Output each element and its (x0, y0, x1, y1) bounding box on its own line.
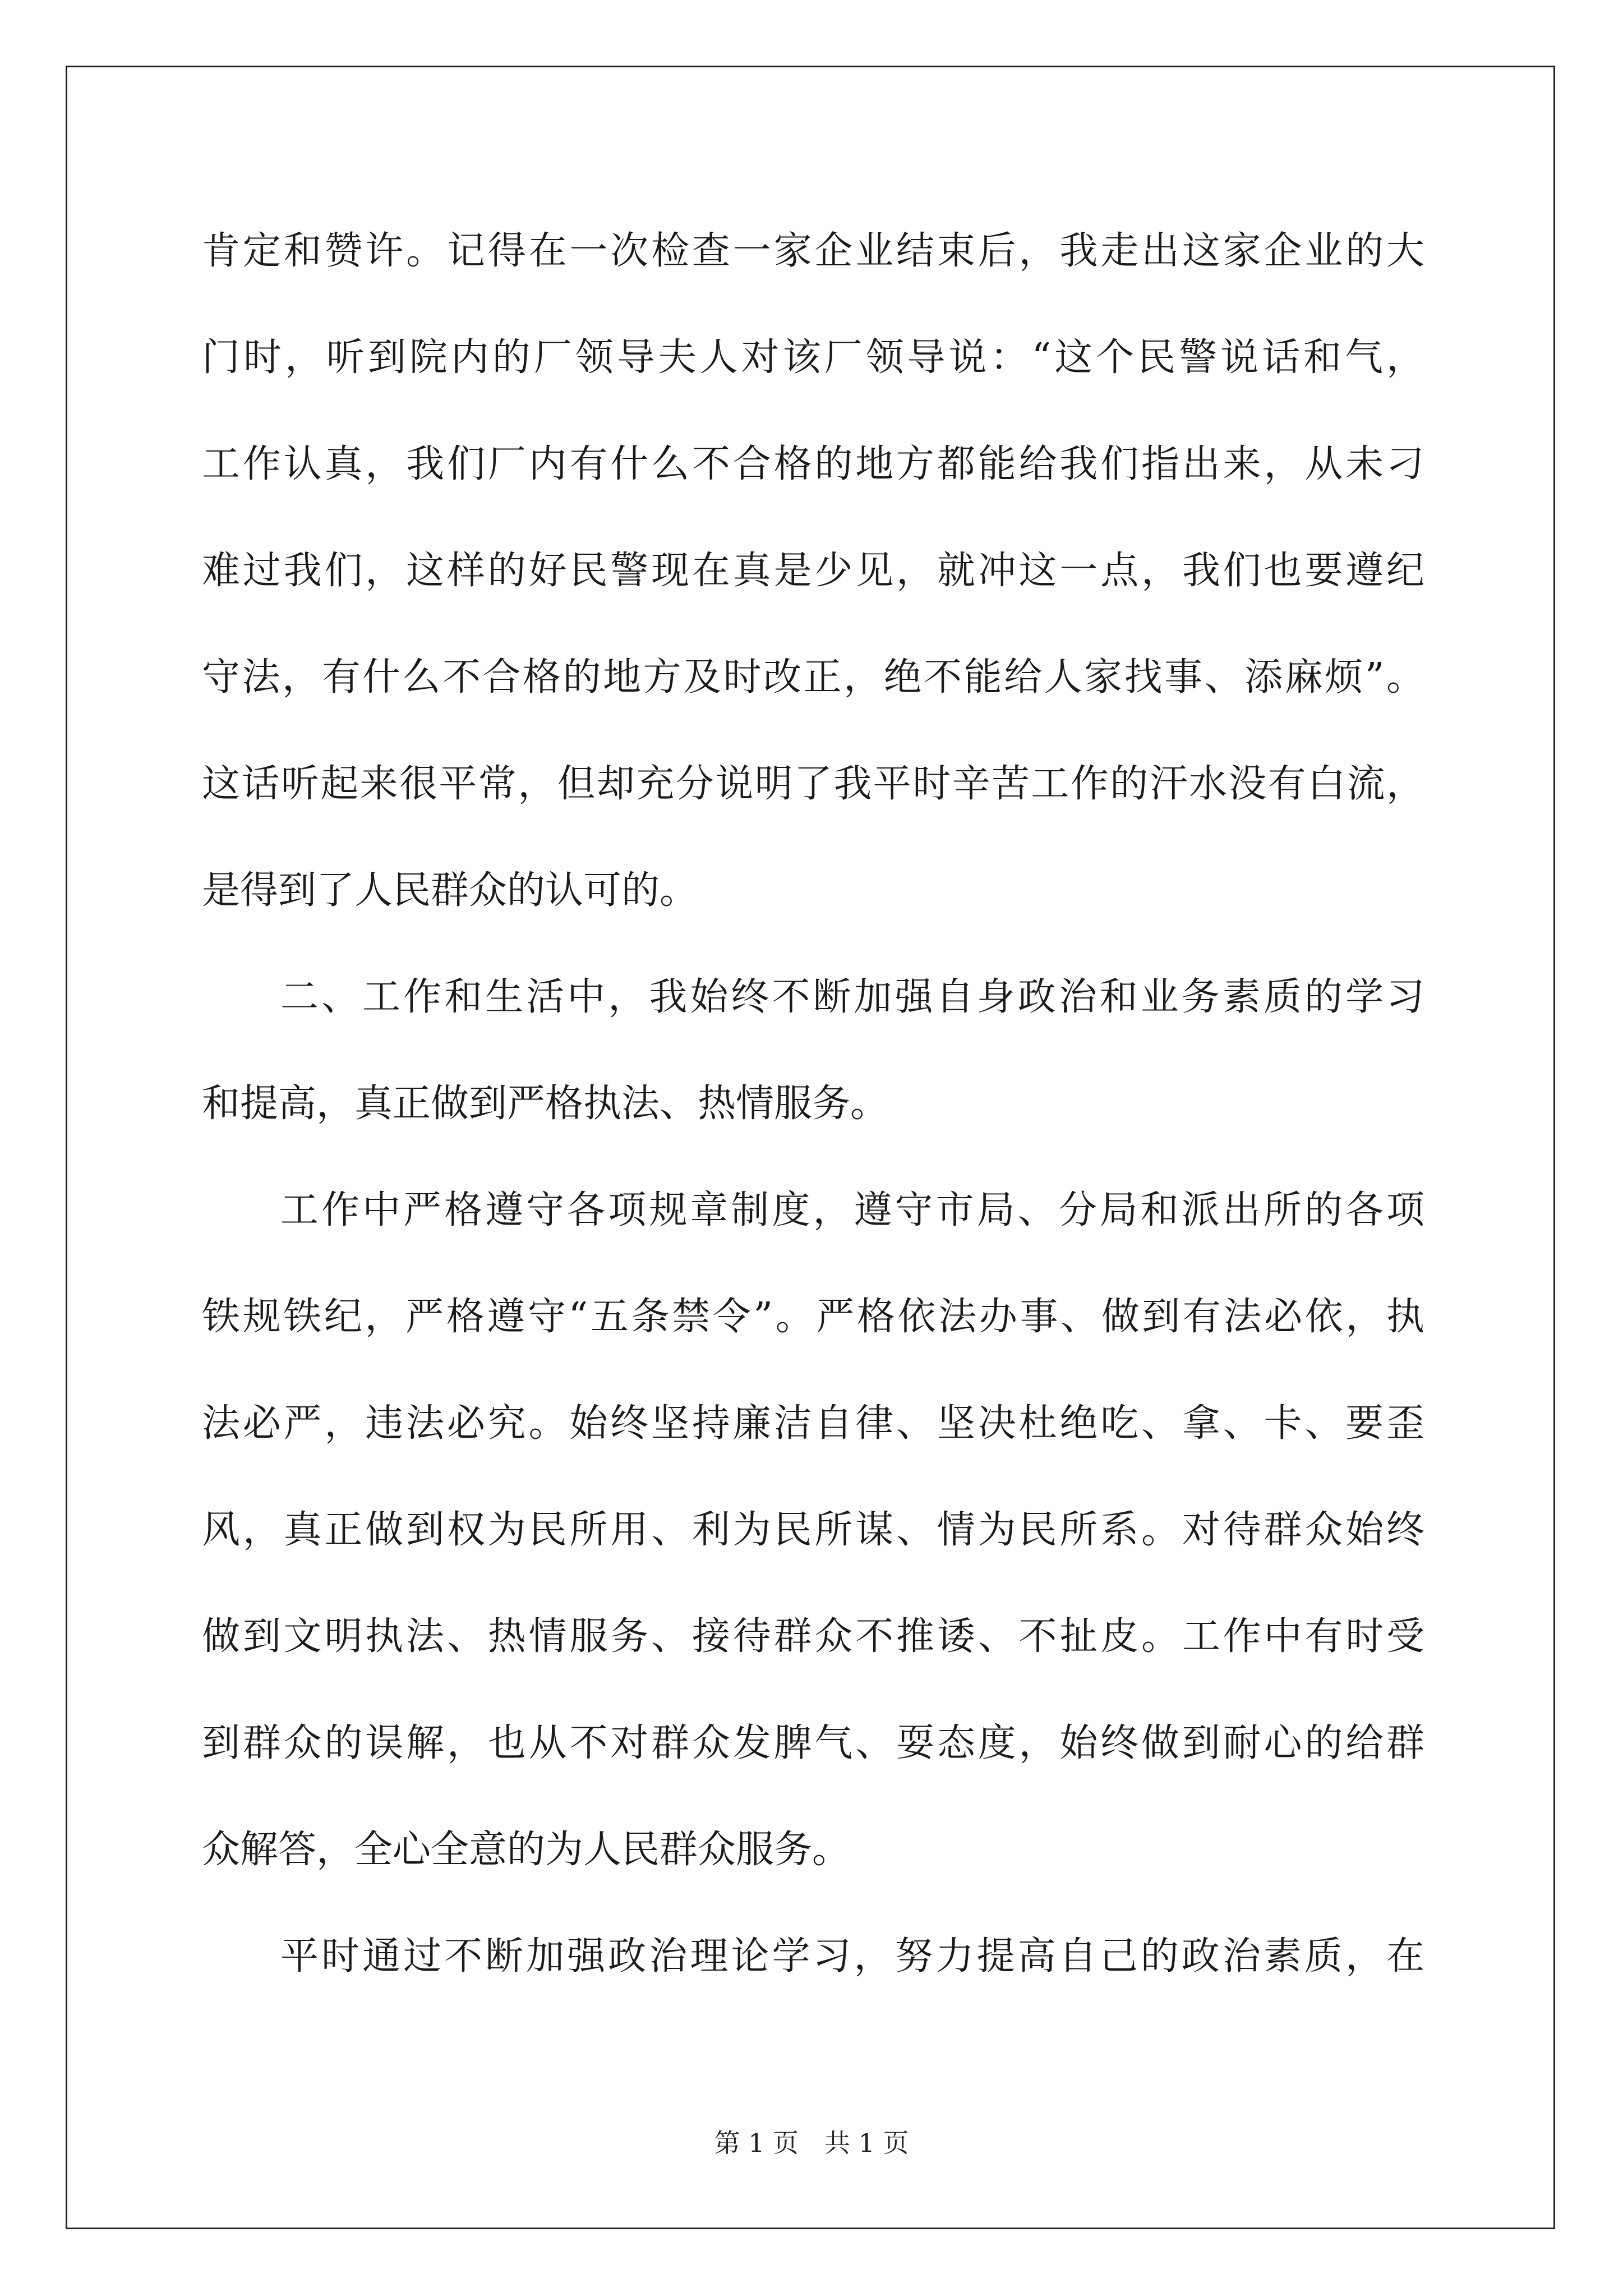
page-number-footer: 第 1 页 共 1 页 (714, 2128, 909, 2158)
text-line: 众解答，全心全意的为人民群众服务。 (202, 1828, 851, 1872)
text-line: 平时通过不断加强政治理论学习，努力提高自己的政治素质，在 (280, 1934, 1424, 1978)
text-line: 门时，听到院内的厂领导夫人对该厂领导说：“这个民警说话和气， (202, 335, 1424, 380)
text-line: 工作中严格遵守各项规章制度，遵守市局、分局和派出所的各项 (280, 1188, 1424, 1232)
text-line: 守法，有什么不合格的地方及时改正，绝不能给人家找事、添麻烦”。 (202, 655, 1424, 700)
text-line: 风，真正做到权为民所用、利为民所谋、情为民所系。对待群众始终 (202, 1508, 1424, 1552)
text-line: 肯定和赞许。记得在一次检查一家企业结束后，我走出这家企业的大 (202, 229, 1424, 273)
text-line: 二、工作和生活中，我始终不断加强自身政治和业务素质的学习 (280, 975, 1424, 1019)
text-line: 铁规铁纪，严格遵守“五条禁令”。严格依法办事、做到有法必依，执 (202, 1295, 1424, 1339)
text-line: 这话听起来很平常，但却充分说明了我平时辛苦工作的汗水没有白流， (202, 762, 1424, 806)
text-line: 是得到了人民群众的认可的。 (202, 868, 698, 913)
text-line: 工作认真，我们厂内有什么不合格的地方都能给我们指出来，从未刁 (202, 442, 1424, 486)
text-line: 法必严，违法必究。始终坚持廉洁自律、坚决杜绝吃、拿、卡、要歪 (202, 1401, 1424, 1446)
text-line: 做到文明执法、热情服务、接待群众不推诿、不扯皮。工作中有时受 (202, 1614, 1424, 1659)
text-line: 和提高，真正做到严格执法、热情服务。 (202, 1082, 889, 1126)
text-line: 难过我们，这样的好民警现在真是少见，就冲这一点，我们也要遵纪 (202, 549, 1424, 593)
text-line: 到群众的误解，也从不对群众发脾气、耍态度，始终做到耐心的给群 (202, 1721, 1424, 1765)
